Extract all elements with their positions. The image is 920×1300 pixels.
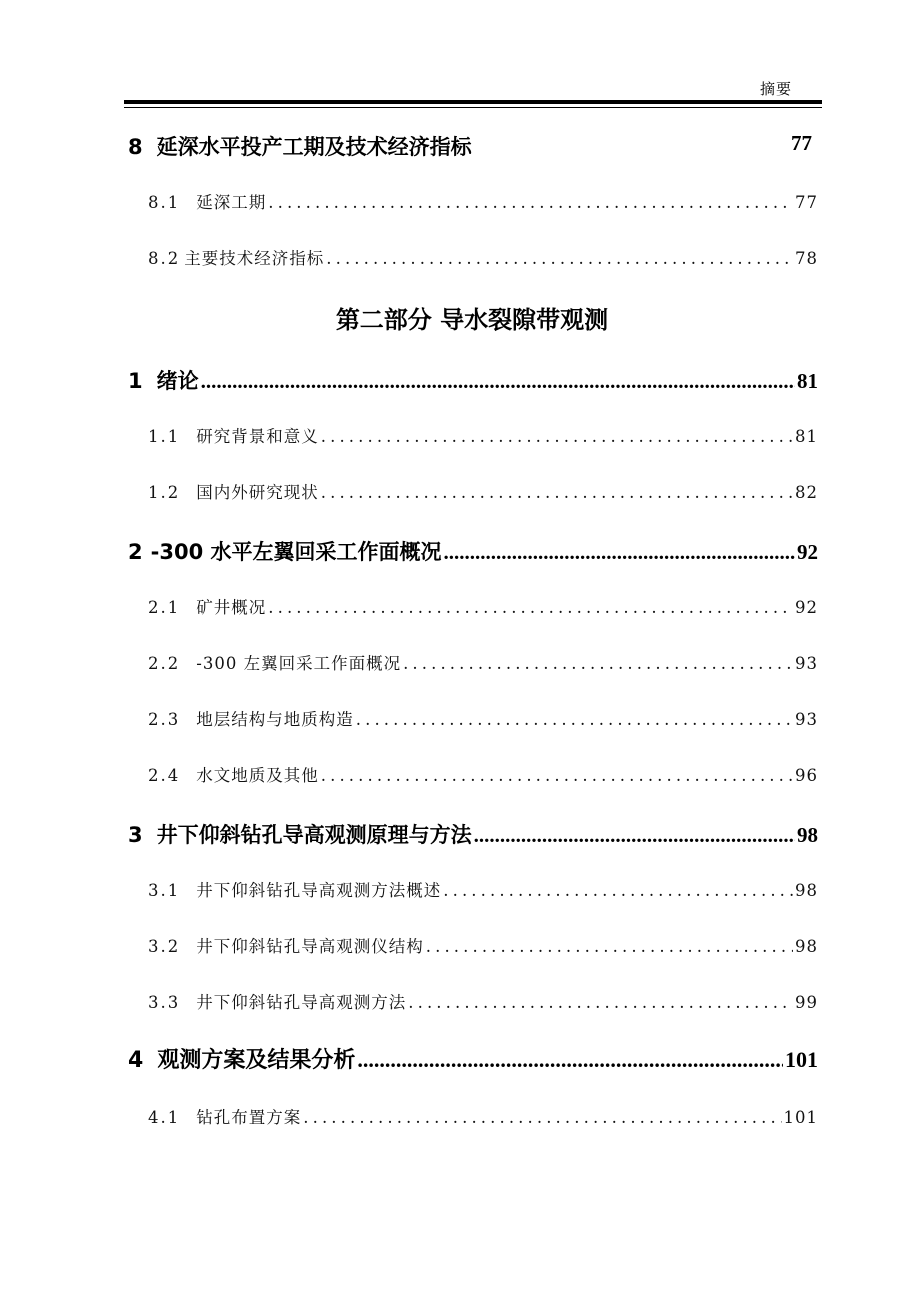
section-title: 井下仰斜钻孔导高观测方法概述 [196, 881, 442, 900]
section-number: 8.2 [148, 249, 181, 268]
dot-leader [426, 937, 793, 956]
toc-section-3-2[interactable] [148, 933, 818, 957]
chapter-number: 4 [128, 1048, 144, 1073]
section-number: 2.4 [148, 766, 181, 785]
running-header: 摘要 [760, 80, 793, 98]
dot-leader [268, 598, 793, 617]
dot-leader [403, 654, 793, 673]
toc-section-8-1[interactable] [148, 189, 818, 213]
page-number: 78 [795, 249, 818, 268]
dot-leader [408, 993, 793, 1012]
page-number: 77 [791, 131, 812, 155]
page-number: 98 [797, 823, 818, 847]
dot-leader [444, 540, 796, 565]
dot-leader [321, 483, 793, 502]
page-number: 81 [795, 427, 818, 446]
page-number: 77 [795, 193, 818, 212]
page-number: 81 [797, 369, 818, 393]
section-number: 3.1 [148, 881, 181, 900]
dot-leader [357, 1047, 783, 1073]
section-title: 矿井概况 [196, 598, 267, 617]
chapter-title: 延深水平投产工期及技术经济指标 [156, 135, 472, 159]
section-number: 2.3 [148, 710, 181, 729]
dot-leader [321, 766, 793, 785]
toc-section-3-3[interactable] [148, 989, 818, 1013]
chapter-number: 8 [128, 135, 143, 159]
header-rule-thick [124, 100, 822, 104]
chapter-number: 1 [128, 369, 143, 393]
dot-leader [443, 881, 793, 900]
dot-leader [474, 823, 795, 848]
section-title: 井下仰斜钻孔导高观测仪结构 [196, 937, 424, 956]
section-number: 1.2 [148, 483, 181, 502]
section-title: 研究背景和意义 [196, 427, 319, 446]
page-number: 96 [795, 766, 818, 785]
section-number: 2.2 [148, 654, 181, 673]
chapter-title: 绪论 [156, 369, 199, 393]
toc-chapter-3[interactable] [128, 819, 818, 849]
section-title: 井下仰斜钻孔导高观测方法 [196, 993, 407, 1012]
dot-leader [268, 193, 793, 212]
toc-chapter-4[interactable] [128, 1043, 818, 1074]
toc-section-2-3[interactable] [148, 706, 818, 730]
page-number: 92 [797, 540, 818, 564]
page-number: 101 [783, 1108, 818, 1127]
section-title: -300 左翼回采工作面概况 [196, 654, 402, 673]
section-number: 3.3 [148, 993, 181, 1012]
dot-leader [356, 710, 793, 729]
chapter-number: 2 [128, 540, 143, 564]
section-number: 4.1 [148, 1108, 181, 1127]
section-number: 1.1 [148, 427, 181, 446]
dot-leader [326, 249, 793, 268]
dot-leader [321, 427, 793, 446]
toc-section-1-2[interactable] [148, 479, 818, 503]
page-number: 98 [795, 881, 818, 900]
toc-section-1-1[interactable] [148, 423, 818, 447]
section-title: 地层结构与地质构造 [196, 710, 354, 729]
chapter-title: 观测方案及结果分析 [157, 1048, 356, 1073]
header-rule-thin [124, 107, 822, 108]
page-number: 98 [795, 937, 818, 956]
chapter-title: -300 水平左翼回采工作面概况 [150, 540, 442, 564]
toc-chapter-2[interactable] [128, 536, 818, 566]
toc-section-4-1[interactable] [148, 1104, 818, 1128]
page-number: 101 [785, 1047, 818, 1072]
toc-section-8-2[interactable] [148, 245, 818, 269]
toc-section-2-4[interactable] [148, 762, 818, 786]
section-number: 3.2 [148, 937, 181, 956]
section-title: 主要技术经济指标 [184, 249, 325, 268]
toc-section-2-1[interactable] [148, 594, 818, 618]
toc-section-2-2[interactable] [148, 650, 818, 674]
part-heading: 第二部分 导水裂隙带观测 [335, 306, 609, 334]
section-title: 延深工期 [196, 193, 267, 212]
section-title: 水文地质及其他 [196, 766, 319, 785]
page-number: 99 [795, 993, 818, 1012]
chapter-title: 井下仰斜钻孔导高观测原理与方法 [156, 823, 472, 847]
dot-leader [201, 369, 795, 394]
section-number: 8.1 [148, 193, 181, 212]
section-title: 钻孔布置方案 [196, 1108, 302, 1127]
dot-leader [303, 1108, 781, 1127]
section-number: 2.1 [148, 598, 181, 617]
toc-section-3-1[interactable] [148, 877, 818, 901]
page-number: 93 [795, 710, 818, 729]
page-number: 93 [795, 654, 818, 673]
chapter-number: 3 [128, 823, 143, 847]
toc-chapter-8[interactable] [128, 131, 818, 161]
section-title: 国内外研究现状 [196, 483, 319, 502]
page-number: 92 [795, 598, 818, 617]
toc-chapter-1[interactable] [128, 365, 818, 395]
page-number: 82 [795, 483, 818, 502]
